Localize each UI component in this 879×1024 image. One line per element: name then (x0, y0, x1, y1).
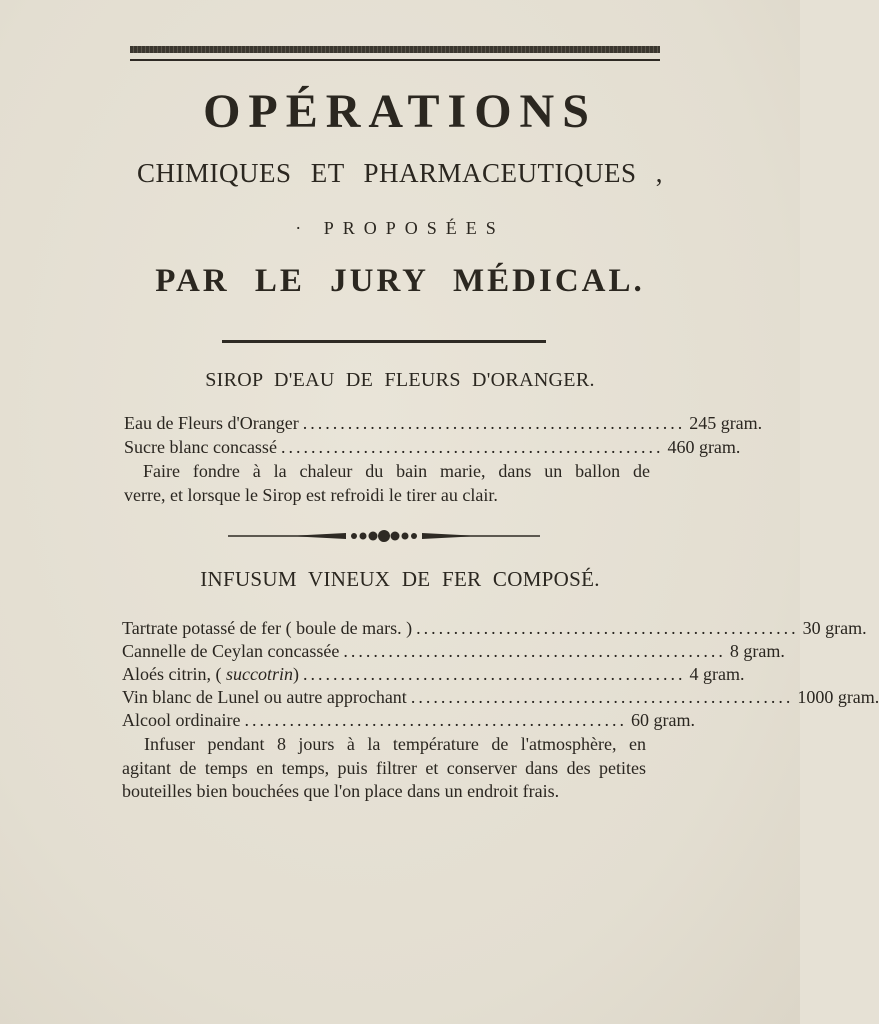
instruction-line: Infuser pendant 8 jours à la température de l'atmosphère, en (144, 734, 646, 754)
ingredient-row (122, 664, 745, 685)
instruction-line: bouteilles bien bouchées que l'on place dans un endroit frais. (122, 781, 560, 801)
ingredient-label: Alcool ordinaire (122, 710, 241, 730)
ingredient-quantity: 30 gram. (802, 618, 867, 638)
section1-heading: SIROP D'EAU DE FLEURS D'ORANGER. (205, 369, 595, 391)
ingredient-row (124, 437, 741, 458)
ingredient-row (122, 687, 879, 708)
ingredient-label-italic: succotrin (225, 664, 293, 684)
top-double-rule-thin (130, 59, 660, 61)
ingredient-quantity: 4 gram. (689, 664, 745, 684)
leader-dots: ................................................... (410, 687, 794, 707)
section2-heading: INFUSUM VINEUX DE FER COMPOSÉ. (200, 567, 600, 591)
page-subtitle: CHIMIQUES ET PHARMACEUTIQUES , (136, 158, 664, 188)
ingredient-quantity: 60 gram. (630, 710, 695, 730)
leader-dots: ................................................... (302, 413, 686, 433)
leader-dots: ................................................... (343, 641, 726, 661)
leader-dots: ................................................... (244, 710, 627, 730)
ingredient-quantity: 460 gram. (667, 437, 741, 457)
ingredient-label: Cannelle de Ceylan concassée (122, 641, 340, 661)
ingredient-quantity: 8 gram. (729, 641, 785, 661)
page-title: OPÉRATIONS (203, 85, 597, 138)
leader-dots: ................................................... (280, 437, 664, 457)
ingredient-label: Eau de Fleurs d'Oranger (124, 413, 299, 433)
leader-dots: ................................................... (416, 618, 799, 638)
leader-dots: ................................................... (302, 664, 686, 684)
ingredient-label: Vin blanc de Lunel ou autre approchant (122, 687, 407, 707)
ingredient-quantity: 1000 gram. (797, 687, 879, 707)
ingredient-row (122, 618, 867, 639)
ingredient-label: Aloés citrin, ( succotrin) (122, 664, 299, 684)
ingredient-row (122, 641, 785, 662)
instruction-line: agitant de temps en temps, puis filtrer et conserver dans des petites (122, 758, 646, 778)
proposees-line: · PROPOSÉES (295, 218, 505, 238)
jury-line: PAR LE JURY MÉDICAL. (155, 263, 645, 299)
ingredient-row (122, 710, 695, 731)
top-double-rule-thick (130, 46, 660, 53)
ingredient-label: Sucre blanc concassé (124, 437, 277, 457)
instruction-line: verre, et lorsque le Sirop est refroidi le tirer au clair. (124, 485, 498, 505)
section-divider-rule (222, 340, 546, 343)
ingredient-row (124, 413, 763, 434)
ingredient-quantity: 245 gram. (689, 413, 763, 433)
ornament-divider (228, 526, 540, 546)
instruction-line: Faire fondre à la chaleur du bain marie, dans un ballon de (143, 461, 650, 481)
ingredient-label: Tartrate potassé de fer ( boule de mars. ) (122, 618, 413, 638)
